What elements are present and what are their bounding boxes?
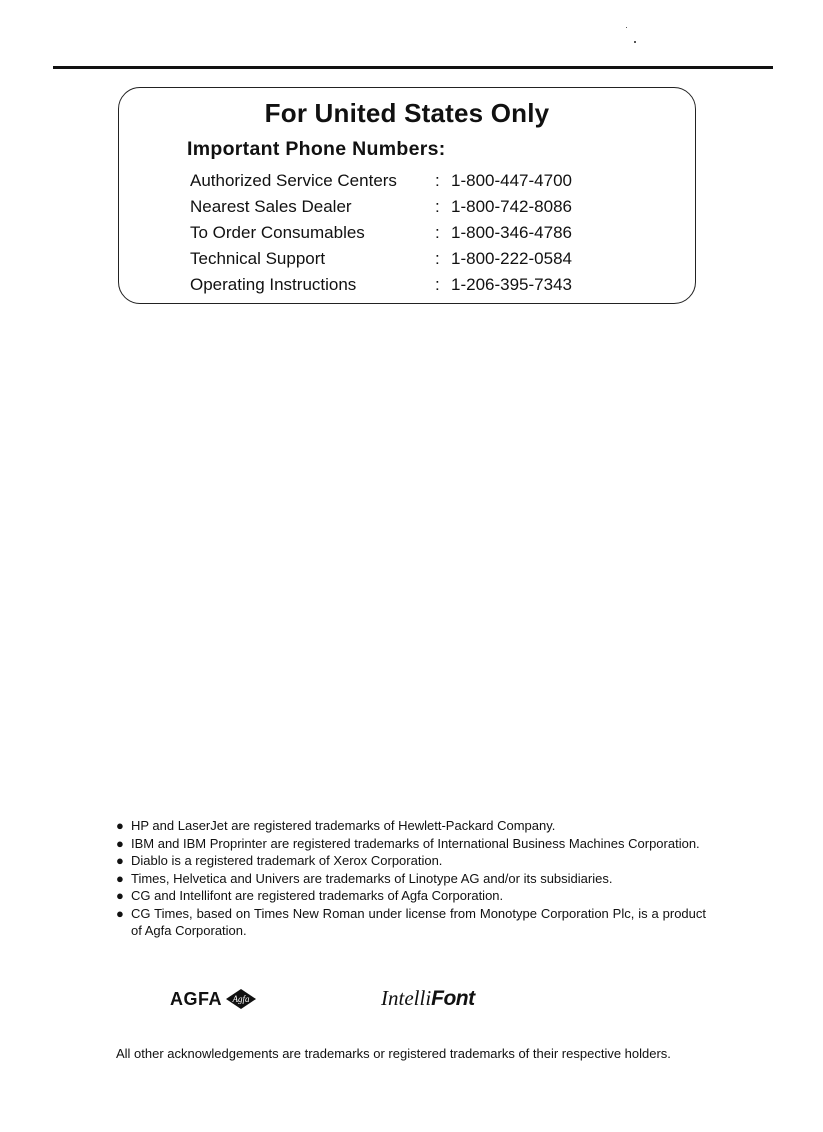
trademark-text: CG Times, based on Times New Roman under license from Monotype Corporation Plc, is a product of Agfa Corporation. — [131, 905, 706, 938]
phone-separator: : — [435, 275, 440, 294]
scan-speck — [626, 27, 627, 28]
phone-separator: : — [435, 197, 440, 216]
bullet-icon: ● — [116, 905, 124, 921]
svg-text:Agfa: Agfa — [232, 994, 250, 1004]
trademark-item — [116, 870, 706, 888]
phone-label: Technical Support — [190, 249, 326, 268]
bullet-icon: ● — [116, 818, 124, 833]
phone-label: Nearest Sales Dealer — [190, 197, 352, 216]
trademark-text: Times, Helvetica and Univers are trademarks of Linotype AG and/or its subsidiaries. — [131, 870, 613, 886]
agfa-diamond-icon — [225, 988, 257, 1010]
top-rule — [53, 66, 773, 69]
box-title: For United States Only — [264, 98, 550, 128]
bullet-icon: ● — [116, 870, 124, 886]
phone-label: Authorized Service Centers — [190, 171, 397, 190]
intellifont-logo — [381, 986, 475, 1011]
phone-number: 1-800-742-8086 — [451, 197, 572, 216]
phone-separator: : — [435, 171, 440, 190]
footer-note: All other acknowledgements are trademarks or registered trademarks of their respective holders. — [116, 1046, 671, 1061]
bullet-icon: ● — [116, 853, 124, 868]
intellifont-suffix: Font — [431, 987, 475, 1010]
phone-label: Operating Instructions — [190, 275, 357, 294]
trademark-text: HP and LaserJet are registered trademarks of Hewlett-Packard Company. — [131, 818, 556, 833]
trademark-text: Diablo is a registered trademark of Xerox Corporation. — [131, 853, 443, 868]
trademark-text: CG and Intellifont are registered trademarks of Agfa Corporation. — [131, 888, 504, 903]
phone-number: 1-206-395-7343 — [451, 275, 572, 294]
phone-number: 1-800-447-4700 — [451, 171, 572, 190]
phone-separator: : — [435, 223, 440, 242]
trademark-list — [116, 817, 706, 940]
trademark-item — [116, 852, 706, 870]
box-subtitle: Important Phone Numbers: — [187, 138, 446, 160]
phone-separator: : — [435, 249, 440, 268]
bullet-icon: ● — [116, 888, 124, 903]
phone-numbers-box — [118, 87, 696, 304]
agfa-wordmark: AGFA — [170, 988, 223, 1009]
trademark-item — [116, 887, 706, 905]
phone-label: To Order Consumables — [190, 223, 365, 242]
agfa-logo — [170, 987, 257, 1011]
scan-speck — [634, 41, 636, 43]
phone-number: 1-800-222-0584 — [451, 249, 572, 268]
phone-number: 1-800-346-4786 — [451, 223, 572, 242]
bullet-icon: ● — [116, 835, 124, 851]
trademark-item — [116, 835, 706, 853]
trademark-item — [116, 817, 706, 835]
intellifont-prefix: Intelli — [381, 986, 432, 1010]
trademark-text: IBM and IBM Proprinter are registered trademarks of International Business Machines Corporation. — [131, 835, 700, 851]
trademark-item — [116, 905, 706, 940]
